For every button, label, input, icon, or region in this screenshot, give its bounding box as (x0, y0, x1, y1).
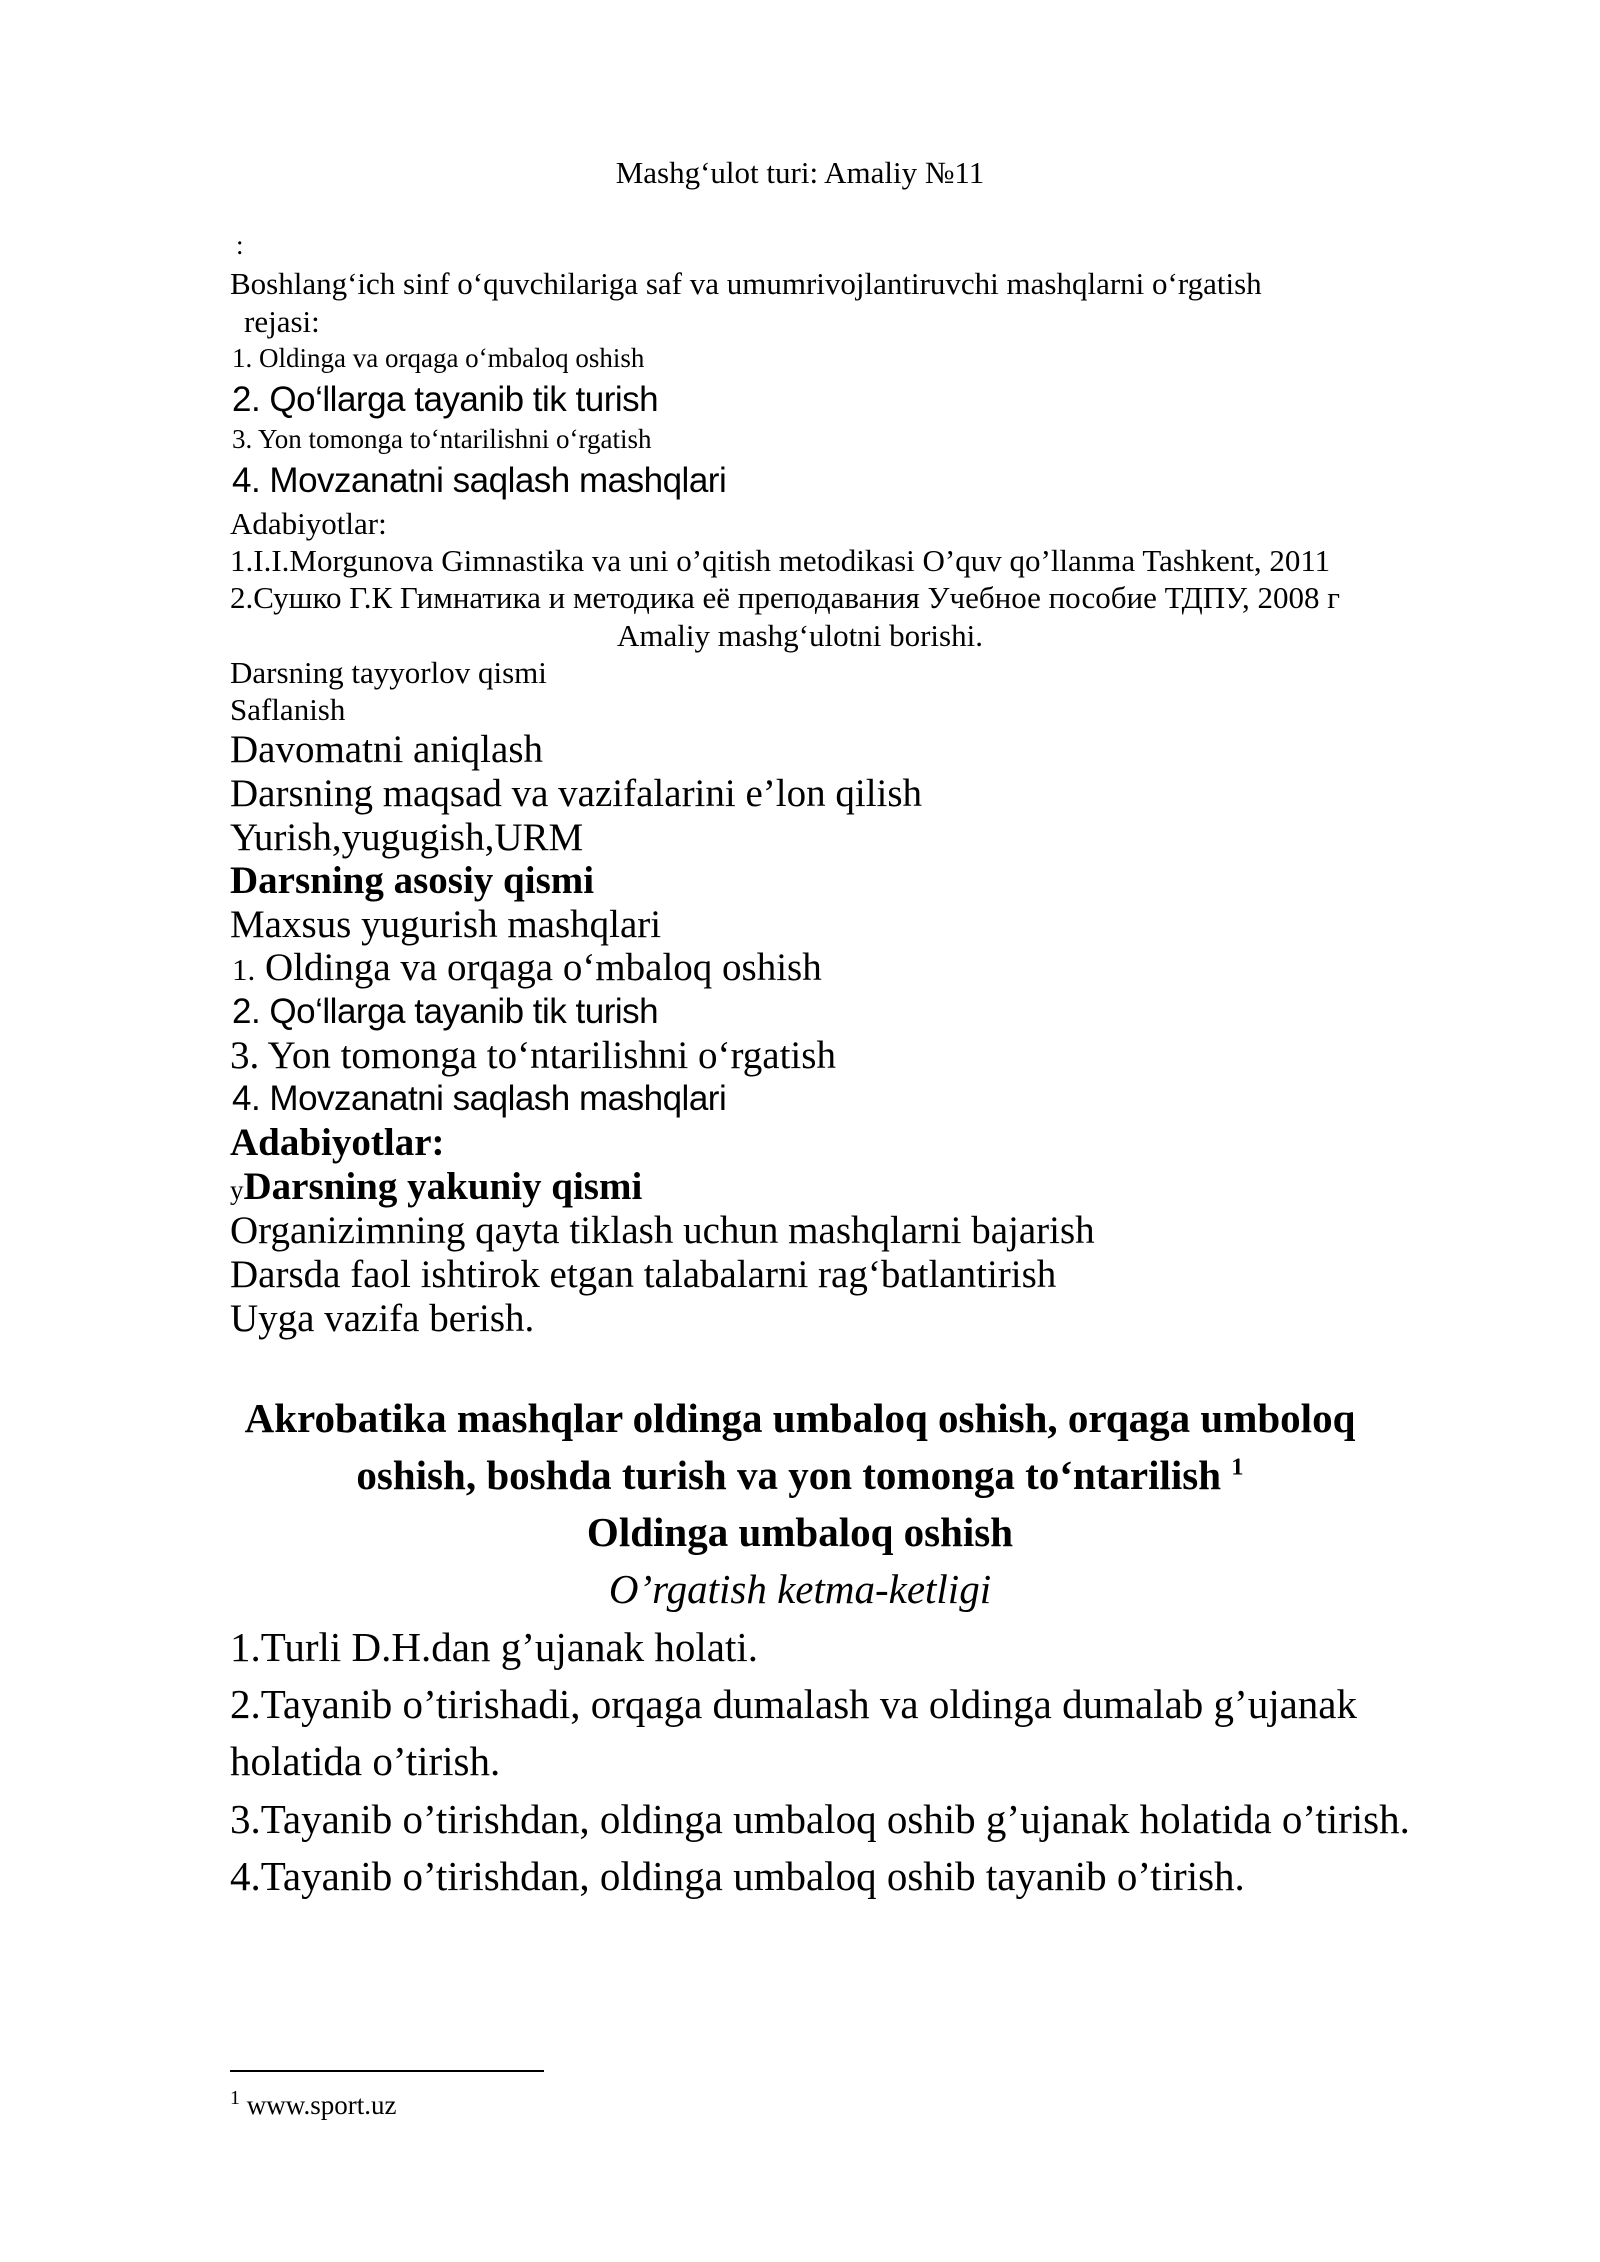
footnote-text: www.sport.uz (240, 2090, 397, 2120)
main-item-text: Movzanatni saqlash mashqlari (260, 1079, 727, 1118)
plan-item-text: Qo‘llarga tayanib tik turish (260, 380, 659, 419)
plan-item-number: 3. (232, 424, 253, 454)
final-part-title-line (230, 1167, 642, 1206)
plan-item-number: 1. (232, 343, 253, 373)
plan-item-1 (232, 345, 644, 372)
stray-character: y (230, 1175, 244, 1205)
plan-label: rejasi: (244, 304, 320, 339)
plan-item-number: 2. (232, 380, 261, 419)
main-item-number: 4. (232, 1079, 261, 1118)
plan-item-2 (232, 382, 658, 417)
literature-item-2: 2.Сушко Г.К Гимнатика и методика её преподавания Учебное пособие ТДПУ, 2008 г (230, 580, 1340, 615)
main-item-number: 3. (230, 1034, 260, 1077)
section-heading-line-2 (0, 1452, 1600, 1498)
final-part-title: Darsning yakuniy qismi (243, 1165, 643, 1208)
page-title: Mashg‘ulot turi: Amaliy №11 (615, 155, 985, 190)
footnote (230, 2087, 397, 2120)
main-literature-label: Adabiyotlar: (230, 1121, 445, 1164)
step-line: holatida o’tirish. (230, 1738, 501, 1784)
footnote-reference: 1 (1231, 1453, 1244, 1481)
main-item-text: Yon tomonga to‘ntarilishni o‘rgatish (259, 1034, 836, 1077)
step-line: 2.Tayanib o’tirishadi, orqaga dumalash va oldinga dumalab g’ujanak (230, 1681, 1357, 1727)
section-subheading: Oldinga umbaloq oshish (586, 1509, 1014, 1555)
final-item: Organizimning qayta tiklash uchun mashqlarni bajarish (230, 1209, 1095, 1252)
progress-title: Amaliy mashg‘ulotni borishi. (617, 618, 983, 653)
step-line: 4.Tayanib o’tirishdan, oldinga umbaloq oshib tayanib o’tirish. (230, 1853, 1245, 1899)
prep-item: Yurish,yugugish,URM (230, 816, 584, 859)
plan-item-text: Movzanatni saqlash mashqlari (260, 461, 727, 500)
literature-label: Adabiyotlar: (230, 506, 387, 541)
main-item-text: Oldinga va orqaga o‘mbaloq oshish (255, 946, 822, 989)
footnote-separator (230, 2070, 544, 2072)
footnote-marker: 1 (230, 2087, 240, 2109)
lesson-topic: Boshlang‘ich sinf o‘quvchilariga saf va umumrivojlantiruvchi mashqlarni o‘rgatish (230, 266, 1262, 301)
main-item-text: Qo‘llarga tayanib tik turish (260, 992, 659, 1031)
section-heading-line-1: Akrobatika mashqlar oldinga umbaloq oshish, orqaga umboloq (244, 1395, 1356, 1441)
main-item-number: 2. (232, 992, 261, 1031)
step-line: 1.Turli D.H.dan g’ujanak holati. (230, 1624, 759, 1670)
main-item-4 (232, 1081, 726, 1116)
literature-item-1: 1.I.I.Morgunova Gimnastika va uni o’qitish metodikasi O’quv qo’llanma Tashkent, 2011 (230, 543, 1331, 578)
final-item: Darsda faol ishtirok etgan talabalarni rag‘batlantirish (230, 1253, 1057, 1296)
colon-mark: : (236, 230, 244, 260)
step-line: 3.Tayanib o’tirishdan, oldinga umbaloq oshib g’ujanak holatida o’tirish. (230, 1796, 1410, 1842)
section-heading-text: oshish, boshda turish va yon tomonga to‘ntarilish (356, 1452, 1222, 1498)
plan-item-3 (232, 426, 652, 453)
main-part-intro: Maxsus yugurish mashqlari (230, 903, 662, 946)
plan-item-4 (232, 463, 726, 498)
plan-item-text: Oldinga va orqaga o‘mbaloq oshish (252, 343, 645, 373)
prep-part-title: Darsning tayyorlov qismi (230, 655, 547, 690)
plan-item-text: Yon tomonga to‘ntarilishni o‘rgatish (252, 424, 652, 454)
main-item-1 (232, 948, 822, 987)
prep-item: Saflanish (230, 692, 346, 727)
plan-item-number: 4. (232, 461, 261, 500)
prep-item: Darsning maqsad va vazifalarini e’lon qilish (230, 772, 923, 815)
final-item: Uyga vazifa berish. (230, 1297, 535, 1340)
main-item-3 (230, 1036, 836, 1075)
section-subtitle: O’rgatish ketma-ketligi (608, 1566, 992, 1612)
prep-item: Davomatni aniqlash (230, 728, 544, 771)
main-part-title: Darsning asosiy qismi (230, 859, 595, 902)
main-item-2 (232, 994, 658, 1029)
main-item-number: 1. (232, 952, 256, 987)
